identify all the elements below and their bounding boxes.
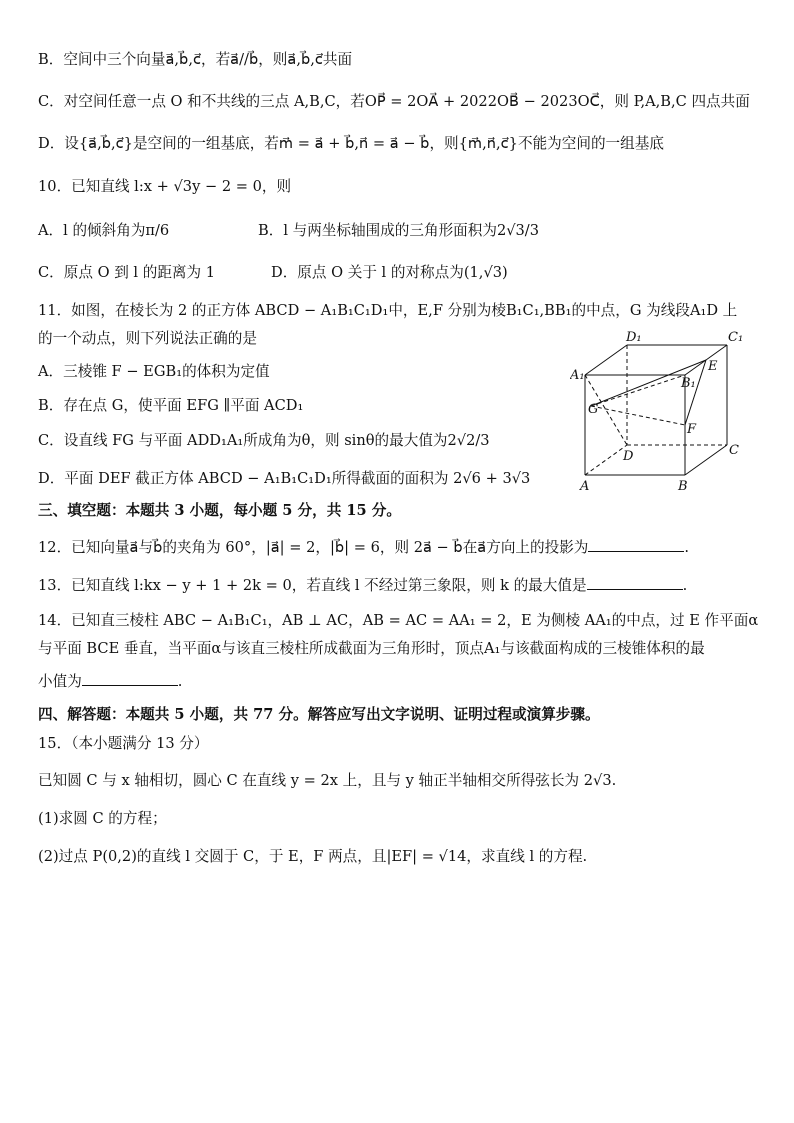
label-b: B <box>678 479 688 494</box>
label-c: C <box>729 443 739 458</box>
label-a: A <box>580 479 590 494</box>
question-14-line3 <box>38 670 182 693</box>
option-10d: D．原点 O 关于 l 的对称点为(1,√3) <box>271 264 508 281</box>
question-13-period: . <box>682 577 688 594</box>
segment-gb1 <box>591 375 685 406</box>
label-f: F <box>687 422 697 437</box>
answer-blank-12[interactable] <box>588 536 684 552</box>
segment-gf <box>591 406 685 425</box>
label-e: E <box>708 359 718 374</box>
question-13 <box>38 574 687 597</box>
label-d: D <box>623 449 634 464</box>
question-15-header: 15．（本小题满分 13 分） <box>38 735 209 752</box>
question-15-stem: 已知圆 C 与 x 轴相切，圆心 C 在直线 y = 2x 上，且与 y 轴正半轴相交所得弦长为 2√3. <box>38 772 617 789</box>
section-3-heading: 三、填空题：本题共 3 小题，每小题 5 分，共 15 分。 <box>38 502 401 519</box>
option-10c: C．原点 O 到 l 的距离为 1 <box>38 264 216 281</box>
question-15-part2: (2)过点 P(0,2)的直线 l 交圆于 C，于 E，F 两点，且|EF| = √14，求直线 l 的方程. <box>38 848 588 865</box>
question-11-line2: 的一个动点，则下列说法正确的是 <box>38 330 257 347</box>
option-11b: B．存在点 G，使平面 EFG ∥平面 ACD₁ <box>38 397 304 414</box>
option-9b: B．空间中三个向量a⃗,b⃗,c⃗，若a⃗//b⃗，则a⃗,b⃗,c⃗共面 <box>38 51 353 68</box>
question-13-text: 13．已知直线 l:kx − y + 1 + 2k = 0，若直线 l 不经过第三象限，则 k 的最大值是 <box>38 577 587 594</box>
option-10b: B．l 与两坐标轴围成的三角形面积为2√3/3 <box>258 222 540 239</box>
edge-ad <box>585 445 627 475</box>
answer-blank-13[interactable] <box>587 574 683 590</box>
option-11d: D．平面 DEF 截正方体 ABCD − A₁B₁C₁D₁所得截面的面积为 2√6 + 3√3 <box>38 470 531 487</box>
answer-blank-14[interactable] <box>82 670 178 686</box>
edge-bc <box>685 445 727 475</box>
label-d1: D₁ <box>626 330 642 345</box>
option-11c: C．设直线 FG 与平面 ADD₁A₁所成角为θ，则 sinθ的最大值为2√2/3 <box>38 432 490 449</box>
question-14-text: 小值为 <box>38 673 82 690</box>
question-12-text: 12．已知向量a⃗与b⃗的夹角为 60°，|a⃗| = 2，|b⃗| = 6，则 2a⃗ − b⃗在a⃗方向上的投影为 <box>38 539 589 556</box>
question-14-line2: 与平面 BCE 垂直，当平面α与该直三棱柱所成截面为三角形时，顶点A₁与该截面构成的三棱锥体积的最 <box>38 640 705 657</box>
segment-ef <box>685 360 706 425</box>
cube-figure <box>570 330 750 495</box>
label-g: G <box>588 402 599 417</box>
option-9c: C．对空间任意一点 O 和不共线的三点 A,B,C，若OP⃗ = 2OA⃗ + 2022OB⃗ − 2023OC⃗，则 P,A,B,C 四点共面 <box>38 93 750 110</box>
question-12-period: . <box>684 539 690 556</box>
label-c1: C₁ <box>728 330 744 345</box>
question-14-line1: 14．已知直三棱柱 ABC − A₁B₁C₁，AB ⊥ AC，AB = AC = AA₁ = 2，E 为侧棱 AA₁的中点，过 E 作平面α <box>38 612 759 629</box>
question-15-part1: (1)求圆 C 的方程； <box>38 810 167 827</box>
question-11-line1: 11．如图，在棱长为 2 的正方体 ABCD − A₁B₁C₁D₁中，E,F 分别为棱B₁C₁,BB₁的中点，G 为线段A₁D 上 <box>38 302 738 319</box>
option-9d: D．设{a⃗,b⃗,c⃗}是空间的一组基底，若m⃗ = a⃗ + b⃗,n⃗ = a⃗ − b⃗，则{m⃗,n⃗,c⃗}不能为空间的一组基底 <box>38 135 664 152</box>
question-12 <box>38 536 689 559</box>
question-10: 10．已知直线 l:x + √3y − 2 = 0，则 <box>38 178 292 195</box>
edge-a1d1 <box>585 345 627 375</box>
label-b1: B₁ <box>681 376 696 391</box>
label-a1: A₁ <box>570 368 585 383</box>
option-10a: A．l 的倾斜角为π/6 <box>38 222 170 239</box>
section-4-heading: 四、解答题：本题共 5 小题，共 77 分。解答应写出文字说明、证明过程或演算步骤。 <box>38 706 600 723</box>
question-14-period: . <box>177 673 183 690</box>
option-11a: A．三棱锥 F − EGB₁的体积为定值 <box>38 363 270 380</box>
